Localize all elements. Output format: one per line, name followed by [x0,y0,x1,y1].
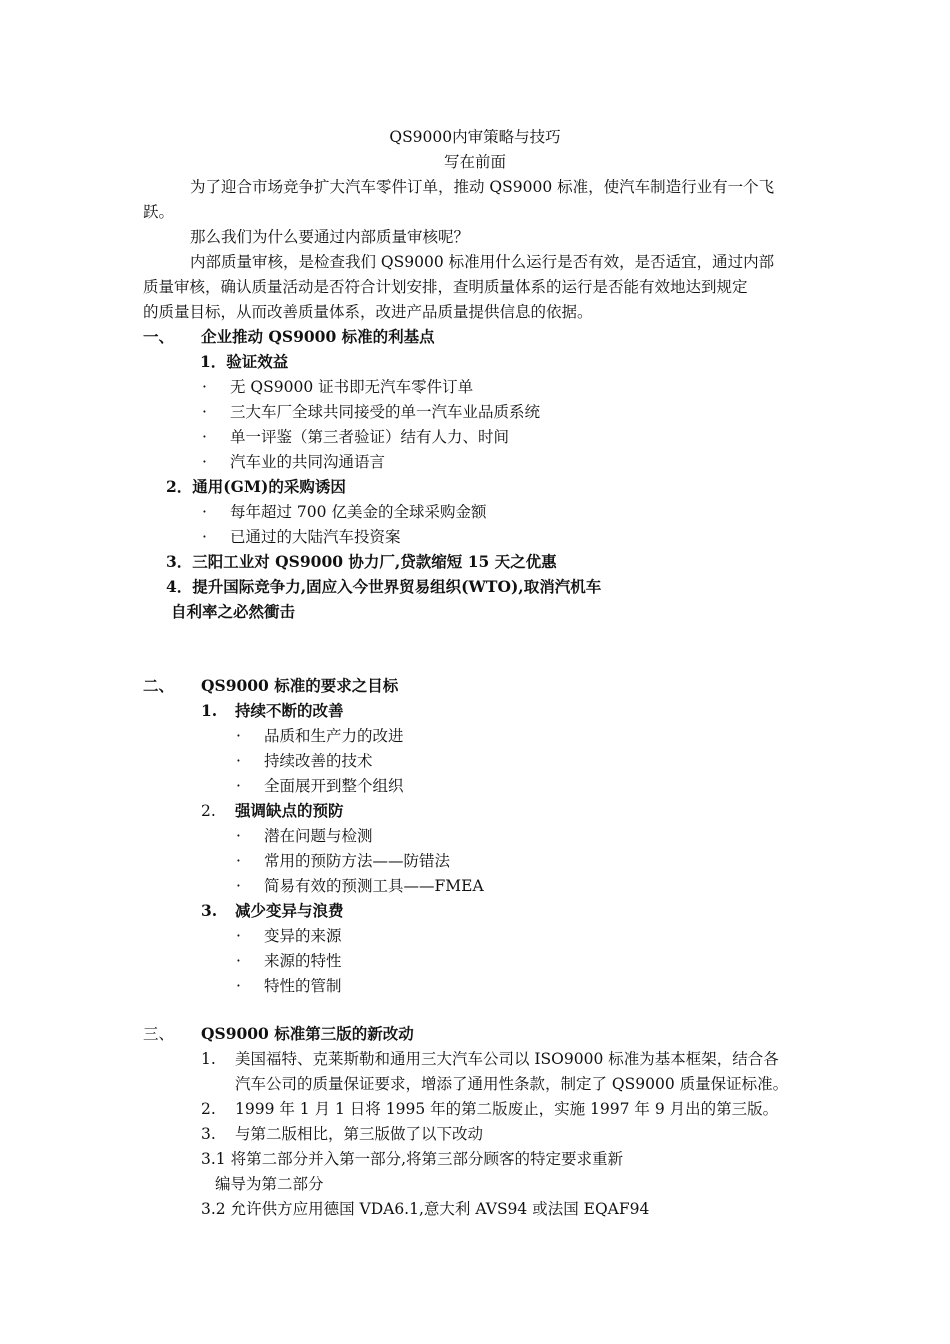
section-1-number: 一、 [143,327,175,346]
document-title: QS9000内审策略与技巧 [389,128,561,146]
section-3-item-1-number: 1. [201,1050,216,1068]
bullet-icon: · [202,428,207,446]
section-1-item-1-bullet-3: 单一评鉴（第三者验证）结有人力、时间 [230,428,510,446]
bullet-icon: · [202,378,207,396]
section-2-item-3-number: 3. [201,901,218,920]
bullet-icon: · [202,528,207,546]
intro-paragraph-3-line-3: 的质量目标，从而改善质量体系，改进产品质量提供信息的依据。 [143,303,593,321]
section-1-item-3: 3．三阳工业对 QS9000 协力厂,贷款缩短 15 天之优惠 [166,552,557,571]
section-3-item-2-number: 2. [201,1100,216,1118]
section-2-item-3-bullet-3: 特性的管制 [264,977,342,995]
intro-paragraph-1-line-1: 为了迎合市场竞争扩大汽车零件订单，推动 QS9000 标准，使汽车制造行业有一个飞 [190,178,775,196]
section-1-item-1: 1．验证效益 [200,352,289,371]
section-1-item-2: 2．通用(GM)的采购诱因 [166,477,346,496]
bullet-icon: · [202,503,207,521]
bullet-icon: · [236,727,241,745]
bullet-icon: · [236,827,241,845]
section-3-item-3-1-line-2: 编导为第二部分 [215,1175,324,1193]
section-2-item-1-bullet-2: 持续改善的技术 [264,752,373,770]
intro-paragraph-3-line-2: 质量审核，确认质量活动是否符合计划安排，查明质量体系的运行是否能有效地达到规定 [143,278,748,296]
bullet-icon: · [236,952,241,970]
bullet-icon: · [202,453,207,471]
bullet-icon: · [236,777,241,795]
section-3-item-1-line-2: 汽车公司的质量保证要求，增添了通用性条款，制定了 QS9000 质量保证标准。 [235,1075,789,1093]
section-2-item-2-bullet-2: 常用的预防方法——防错法 [264,852,451,870]
section-3-item-1-line-1: 美国福特、克莱斯勒和通用三大汽车公司以 ISO9000 标准为基本框架，结合各 [235,1050,779,1068]
document-subtitle: 写在前面 [443,153,506,171]
section-2-item-1: 持续不断的改善 [235,701,344,720]
section-2-item-2-number: 2. [201,802,216,820]
section-3-item-2: 1999 年 1 月 1 日将 1995 年的第二版废止，实施 1997 年 9 月出的第三版。 [235,1100,779,1118]
section-1-item-2-bullet-2: 已通过的大陆汽车投资案 [230,528,401,546]
section-2-item-2-bullet-3: 简易有效的预测工具——FMEA [264,877,484,895]
section-2-item-1-number: 1. [201,701,218,720]
bullet-icon: · [236,877,241,895]
section-3-item-3-1-line-1: 3.1 将第二部分并入第一部分,将第三部分顾客的特定要求重新 [201,1150,624,1168]
section-1-item-1-bullet-1: 无 QS9000 证书即无汽车零件订单 [230,378,474,396]
section-3-number: 三、 [143,1025,175,1043]
bullet-icon: · [236,927,241,945]
section-2-item-1-bullet-1: 品质和生产力的改进 [264,727,404,745]
section-3-item-3: 与第二版相比，第三版做了以下改动 [235,1125,484,1143]
section-3-heading: QS9000 标准第三版的新改动 [201,1024,414,1043]
section-2-item-2: 强调缺点的预防 [235,801,344,820]
section-3-item-3-number: 3. [201,1125,216,1143]
section-2-item-3: 减少变异与浪费 [235,901,344,920]
bullet-icon: · [202,403,207,421]
section-1-item-1-bullet-2: 三大车厂全球共同接受的单一汽车业品质系统 [230,403,541,421]
section-2-number: 二、 [143,676,175,695]
section-2-heading: QS9000 标准的要求之目标 [201,676,399,695]
section-2-item-3-bullet-2: 来源的特性 [264,952,342,970]
section-2-item-1-bullet-3: 全面展开到整个组织 [264,777,404,795]
section-1-item-4-line-1: 4．提升国际竞争力,固应入今世界贸易组织(WTO),取消汽机车 [166,577,602,596]
section-3-item-3-2: 3.2 允许供方应用德国 VDA6.1,意大利 AVS94 或法国 EQAF94 [201,1200,650,1218]
section-1-item-2-bullet-1: 每年超过 700 亿美金的全球采购金额 [230,503,487,521]
bullet-icon: · [236,977,241,995]
bullet-icon: · [236,752,241,770]
intro-paragraph-3-line-1: 内部质量审核，是检查我们 QS9000 标准用什么运行是否有效，是否适宜，通过内部 [190,253,775,271]
section-2-item-2-bullet-1: 潜在问题与检测 [264,827,373,845]
section-1-item-4-line-2: 自利率之必然衝击 [171,602,296,621]
section-2-item-3-bullet-1: 变异的来源 [264,927,342,945]
intro-paragraph-1-line-2: 跃。 [143,203,175,221]
intro-paragraph-2: 那么我们为什么要通过内部质量审核呢？ [190,228,470,246]
section-1-heading: 企业推动 QS9000 标准的利基点 [201,327,435,346]
bullet-icon: · [236,852,241,870]
section-1-item-1-bullet-4: 汽车业的共同沟通语言 [230,453,386,471]
